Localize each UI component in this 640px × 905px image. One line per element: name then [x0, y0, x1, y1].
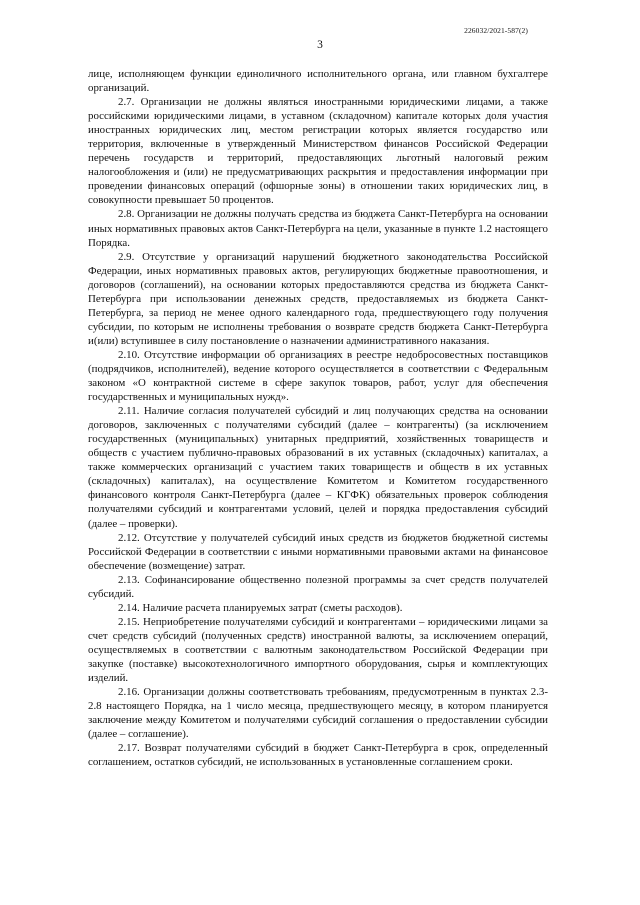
- document-id: 226032/2021-587(2): [464, 26, 528, 35]
- paragraph-2-13: 2.13. Софинансирование общественно полезной программы за счет средств получателей субсидий.: [88, 573, 548, 600]
- paragraph-continuation: лице, исполняющем функции единоличного исполнительного органа, или главном бухгалтере организаций.: [88, 68, 548, 95]
- paragraph-2-16: 2.16. Организации должны соответствовать требованиям, предусмотренным в пунктах 2.3-2.8 настоящего Порядка, на 1 число месяца, предшествующего месяцу, в котором планируется заключение между Комитетом и получателями субсидий соглашения о предоставлении субсидии (далее – соглашение).: [88, 686, 548, 741]
- paragraph-2-14: 2.14. Наличие расчета планируемых затрат (сметы расходов).: [118, 601, 403, 614]
- page-number: 3: [317, 39, 323, 51]
- paragraph-2-15: 2.15. Неприобретение получателями субсидий и контрагентами – юридическими лицами за счет средств субсидий (полученных средств) иностранной валюты, за исключением операций, осуществляемых в соответствии с валютным законодательством Российской Федерации при закупке (поставке) высокотехнологичного импортного оборудования, сырья и комплектующих изделий.: [88, 615, 548, 685]
- paragraph-2-9: 2.9. Отсутствие у организаций нарушений бюджетного законодательства Российской Федерации, иных нормативных правовых актов, регулирующих бюджетные правоотношения, и договоров (соглашений), на основании которых предоставляются средства из бюджета Санкт-Петербурга при использовании денежных средств, предоставляемых из бюджета Санкт-Петербурга, за период не менее одного календарного года, предшествующего году получения субсидии, по которым не исполнены требования о возврате средств бюджета Санкт-Петербурга и(или) вступившее в силу постановление о назначении административного наказания.: [88, 250, 548, 347]
- paragraph-2-17: 2.17. Возврат получателями субсидий в бюджет Санкт-Петербурга в срок, определенный соглашением, остатков субсидий, не использованных в установленные соглашением сроки.: [88, 742, 548, 769]
- paragraph-2-11: 2.11. Наличие согласия получателей субсидий и лиц получающих средства на основании договоров, заключенных с получателями субсидий (далее – контрагенты) (за исключением государственных (муниципальных) унитарных предприятий, хозяйственных товариществ и обществ с участием публично-правовых образований в их уставных (складочных) капиталах, а также коммерческих организаций с участием таких товариществ и обществ в их уставных (складочных) капиталах), на осуществление Комитетом и Комитетом государственного финансового контроля Санкт-Петербурга (далее – КГФК) обязательных проверок соблюдения получателями субсидий и контрагентами условий, целей и порядка предоставления субсидий (далее – проверки).: [88, 405, 548, 530]
- paragraph-2-8: 2.8. Организации не должны получать средства из бюджета Санкт-Петербурга на основании иных нормативных правовых актов Санкт-Петербурга на цели, указанные в пункте 1.2 настоящего Порядка.: [88, 208, 548, 249]
- paragraph-2-12: 2.12. Отсутствие у получателей субсидий иных средств из бюджетов бюджетной системы Российской Федерации в соответствии с иными нормативными правовыми актами на финансовое обеспечение (возмещение) затрат.: [88, 531, 548, 572]
- document-body: [88, 67, 548, 769]
- paragraph-2-7: 2.7. Организации не должны являться иностранными юридическими лицами, а также российскими юридическими лицами, в уставном (складочном) капитале которых доля участия иностранных юридических лиц, местом регистрации которых является государство или территория, включенные в утвержденный Министерством финансов Российской Федерации перечень государств и территорий, предоставляющих льготный налоговый режим налогообложения и (или) не предусматривающих раскрытия и предоставления информации при проведении финансовых операций (офшорные зоны) в отношении таких юридических лиц, в совокупности превышает 50 процентов.: [88, 96, 548, 207]
- paragraph-2-10: 2.10. Отсутствие информации об организациях в реестре недобросовестных поставщиков (подрядчиков, исполнителей), ведение которого осуществляется в соответствии с Федеральным законом «О контрактной системе в сфере закупок товаров, работ, услуг для обеспечения государственных и муниципальных нужд».: [88, 348, 548, 404]
